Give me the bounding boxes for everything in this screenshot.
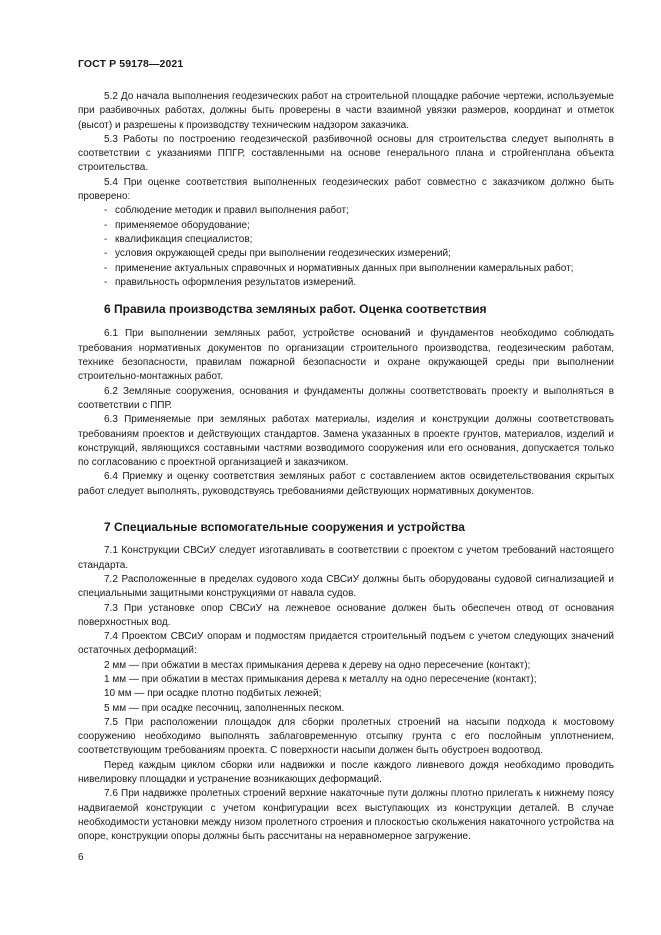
paragraph-6-1: 6.1 При выполнении земляных работ, устройстве оснований и фундаментов необходимо соблюдать требования нормативных документов по организации строительного производства, геодезическим работам, технике безопасности, правилам пожарной безопасности и охране окружающей среды при выполнении строительно-монтажных работ.	[78, 328, 614, 383]
page-number: 6	[78, 852, 84, 863]
paragraph-6-3: 6.3 Применяемые при земляных работах материалы, изделия и конструкции должны соответствовать требованиям проектов и действующих стандартов. Замена указанных в проекте грунтов, материалов, изделий и конструкций, являющихся составными частями возводимого сооружения или его основания, допускается только по согласованию с проектной организацией и заказчиком.	[78, 414, 614, 469]
section-6-heading: 6 Правила производства земляных работ. Оценка соответствия	[104, 302, 487, 317]
list-item: - условия окружающей среды при выполнении геодезических измерений;	[104, 248, 451, 260]
paragraph-5-3: 5.3 Работы по построению геодезической разбивочной основы для строительства следует выполнять в соответствии с указаниями ППГР, составленными на основе генерального плана и стройгенплана объекта строительства.	[78, 133, 614, 174]
list-item: - соблюдение методик и правил выполнения работ;	[104, 205, 349, 217]
paragraph-7-5-cont: Перед каждым циклом сборки или надвижки и после каждого ливневого дождя необходимо проводить нивелировку площадки и устранение возникающих деформаций.	[78, 759, 614, 786]
paragraph-7-1: 7.1 Конструкции СВСиУ следует изготавливать в соответствии с проектом с учетом требований настоящего стандарта.	[78, 545, 614, 571]
list-item: - квалификация специалистов;	[104, 233, 253, 245]
paragraph-7-3: 7.3 При установке опор СВСиУ на лежневое основание должен быть обеспечен отвод от основания поверхностных вод.	[78, 602, 614, 628]
paragraph-7-6: 7.6 При надвижке пролетных строений верхние накаточные пути должны плотно прилегать к нижнему поясу надвигаемой конструкции с учетом конфигурации всех выступающих из конструкции деталей. В случае необходимости установки между низом пролетного строения и плоскостью скольжения накаточного устройства на опоре, конструкции опоры должны быть рассчитаны на неравномерное загружение.	[78, 788, 614, 843]
list-item: - применяемое оборудование;	[104, 219, 250, 231]
document-body	[78, 90, 614, 845]
paragraph-7-2: 7.2 Расположенные в пределах судового хода СВСиУ должны быть оборудованы судовой сигнализацией и специальными защитными конструкциями от навала судов.	[78, 573, 614, 600]
deformation-item: 10 мм — при осадке плотно подбитых лежней;	[104, 688, 322, 700]
section-7-heading: 7 Специальные вспомогательные сооружения и устройства	[104, 520, 465, 535]
document-header: ГОСТ Р 59178—2021	[78, 58, 184, 70]
deformation-item: 5 мм — при осадке песочниц, заполненных песком.	[104, 702, 345, 714]
paragraph-7-5: 7.5 При расположении площадок для сборки пролетных строений на насыпи подхода к мостовому сооружению необходимо выполнять заблаговременную отсыпку грунта с его послойным уплотнением, соответствующим требованиям проекта. С поверхности насыпи должен быть обустроен водоотвод.	[78, 716, 614, 757]
paragraph-5-2: 5.2 До начала выполнения геодезических работ на строительной площадке рабочие чертежи, используемые при разбивочных работах, должны быть проверены в части взаимной увязки размеров, координат и отметок (высот) и разрешены к производству техническим надзором заказчика.	[78, 91, 614, 131]
paragraph-6-4: 6.4 Приемку и оценку соответствия земляных работ с составлением актов освидетельствования скрытых работ следует выполнять, руководствуясь требованиями действующих нормативных документов.	[78, 471, 614, 497]
paragraph-5-4: 5.4 При оценке соответствия выполненных геодезических работ совместно с заказчиком должно быть проверено:	[78, 176, 614, 203]
deformation-item: 1 мм — при обжатии в местах примыкания дерева к металлу на одно пересечение (контакт);	[104, 673, 537, 685]
paragraph-6-2: 6.2 Земляные сооружения, основания и фундаменты должны соответствовать проекту и выполняться в соответствии с ППР.	[78, 385, 614, 411]
checklist-5-4	[78, 204, 614, 290]
list-item: - применение актуальных справочных и нормативных данных при выполнении камеральных работ;	[104, 262, 574, 274]
paragraph-7-4: 7.4 Проектом СВСиУ опорам и подмостям придается строительный подъем с учетом следующих значений остаточных деформаций:	[78, 631, 614, 657]
list-item: - правильность оформления результатов измерений.	[104, 276, 357, 288]
deformation-item: 2 мм — при обжатии в местах примыкания дерева к дереву на одно пересечение (контакт);	[104, 659, 531, 671]
